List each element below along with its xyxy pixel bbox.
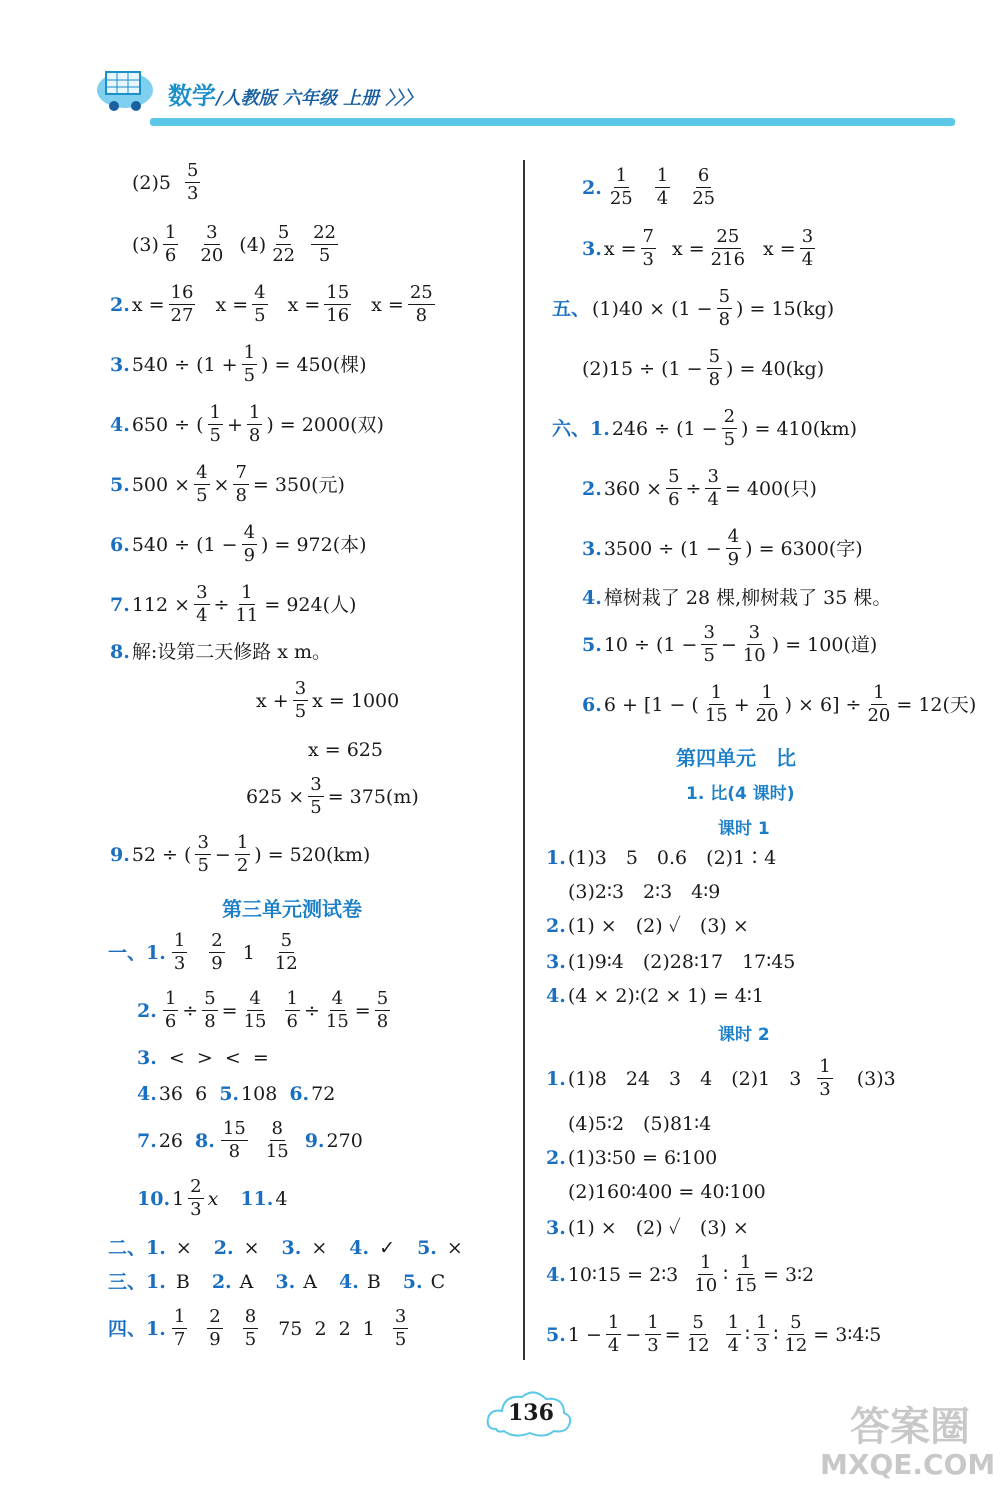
answer-line: 3. (1) × (2) ✓ (3) × xyxy=(546,1217,749,1239)
answer-line: 3. x = $\frac{7}{3}$ x = $\frac{25}{216}$ x = $\frac{3}{4}$ xyxy=(582,226,814,270)
header-subtitle: /人教版 六年级 上册 〉〉〉 xyxy=(216,88,422,109)
answer-line: 六、1. 246 ÷ (1 − $\frac{2}{5}$ ) = 410(km) xyxy=(552,406,858,450)
answer-line: 5. 10 ÷ (1 − $\frac{3}{5}$ − $\frac{3}{10}$ ) = 100(道) xyxy=(582,622,878,666)
answer-line: 三、1. B 2. A 3. A 4. B 5. C xyxy=(108,1271,446,1293)
answer-line: 8. 解:设第二天修路 x m。 xyxy=(110,641,332,663)
answer-line: 4. 36 6 5. 108 6. 72 xyxy=(137,1083,336,1105)
answer-line: (3) $\frac{1}{6}$ $\frac{3}{20}$ (4) $\frac{5}{22}$ $\frac{22}{5}$ xyxy=(132,222,337,266)
equation-line: x = 625 xyxy=(308,739,383,761)
answer-line: 4. 樟树栽了 28 棵,柳树栽了 35 棵。 xyxy=(582,587,892,609)
equation-line: 625 × $\frac{3}{5}$ = 375(m) xyxy=(246,774,419,818)
answer-line: 5. 500 × $\frac{4}{5}$ × $\frac{7}{8}$ = 350(元) xyxy=(110,462,345,506)
column-divider xyxy=(523,160,525,1360)
header-title: 数学/人教版 六年级 上册 〉〉〉 xyxy=(168,81,422,110)
answer-line: (2)15 ÷ (1 − $\frac{5}{8}$ ) = 40(kg) xyxy=(582,346,825,390)
answer-line: 2. $\frac{1}{6}$ ÷ $\frac{5}{8}$ = $\frac{4}{15}$ $\frac{1}{6}$ ÷ $\frac{4}{15}$ = $\frac{5}{8}$ xyxy=(137,988,389,1032)
section-title: 第四单元 比 xyxy=(676,746,796,770)
answer-line: 2. (1) × (2) ✓ (3) × xyxy=(546,915,749,937)
answer-line: 6. 6 + [1 − ( $\frac{1}{15}$ + $\frac{1}{20}$ ) × 6] ÷ $\frac{1}{20}$ = 12(天) xyxy=(582,682,977,726)
answer-line: 9. 52 ÷ ( $\frac{3}{5}$ − $\frac{1}{2}$ ) = 520(km) xyxy=(110,832,371,876)
lesson-subtitle: 课时 1 xyxy=(718,819,770,839)
answer-line: 2. (1)3∶50 = 6∶100 xyxy=(546,1147,718,1169)
answer-line: 五、 (1)40 × (1 − $\frac{5}{8}$ ) = 15(kg) xyxy=(552,286,835,330)
answer-line: 6. 540 ÷ (1 − $\frac{4}{9}$ ) = 972(本) xyxy=(110,522,367,566)
watermark-logo: 答案圈 xyxy=(850,1404,970,1450)
answer-line: 10. 1 $\frac{2}{3}$ x 11. 4 xyxy=(137,1176,288,1220)
answer-line: 2. 360 × $\frac{5}{6}$ ÷ $\frac{3}{4}$ = 400(只) xyxy=(582,466,817,510)
answer-line: (2)160∶400 = 40∶100 xyxy=(568,1181,766,1203)
answer-line: 1. (1)8 24 3 4 (2)1 3 $\frac{1}{3}$ (3)3 xyxy=(546,1056,896,1100)
answer-line: (2)5 $\frac{5}{3}$ xyxy=(132,160,199,204)
answer-line: 3. (1)9∶4 (2)28∶17 17∶45 xyxy=(546,951,796,973)
answer-line: 7. 112 × $\frac{3}{4}$ ÷ $\frac{1}{11}$ = 924(人) xyxy=(110,582,357,626)
answer-line: 4. 650 ÷ ( $\frac{1}{5}$ + $\frac{1}{8}$ ) = 2000(双) xyxy=(110,402,384,446)
answer-line: 2. x = $\frac{16}{27}$ x = $\frac{4}{5}$ x = $\frac{15}{16}$ x = $\frac{25}{8}$ xyxy=(110,282,433,326)
page-number: 136 xyxy=(508,1400,554,1426)
answer-line: 4. 10∶15 = 2∶3 $\frac{1}{10}$ ∶ $\frac{1}{15}$ = 3∶2 xyxy=(546,1252,815,1296)
watermark-url: MXQE.COM xyxy=(820,1448,996,1481)
answer-line: 5. 1 − $\frac{1}{4}$ − $\frac{1}{3}$ = $\frac{5}{12}$ $\frac{1}{4}$ ∶ $\frac{1}{3}$ ∶ $\frac{5}{12}$ = 3∶4∶5 xyxy=(546,1312,882,1356)
cart-logo-icon xyxy=(92,52,158,118)
header-bar xyxy=(150,118,955,126)
answer-line: 2. $\frac{1}{25}$ $\frac{1}{4}$ $\frac{6}{25}$ xyxy=(582,165,716,209)
answer-line: 3. < > < = xyxy=(137,1047,269,1069)
answer-line: (3)2∶3 2∶3 4∶9 xyxy=(568,881,721,903)
answer-line: 7. 26 8. $\frac{15}{8}$ $\frac{8}{15}$ 9. 270 xyxy=(137,1118,363,1162)
answer-line: 四、1. $\frac{1}{7}$ $\frac{2}{9}$ $\frac{8}{5}$ 75 2 2 1 $\frac{3}{5}$ xyxy=(108,1306,407,1350)
answer-line: 4. (4 × 2)∶(2 × 1) = 4∶1 xyxy=(546,985,764,1007)
lesson-subtitle: 课时 2 xyxy=(718,1025,770,1045)
answer-line: (4)5∶2 (5)81∶4 xyxy=(568,1113,712,1135)
lesson-title: 1. 比(4 课时) xyxy=(686,784,795,804)
answer-line: 一、1. $\frac{1}{3}$ $\frac{2}{9}$ 1 $\frac{5}{12}$ xyxy=(108,930,298,974)
equation-line: x + $\frac{3}{5}$ x = 1000 xyxy=(256,678,400,722)
answer-line: 3. 3500 ÷ (1 − $\frac{4}{9}$ ) = 6300(字) xyxy=(582,526,863,570)
page-header xyxy=(0,0,1000,140)
answer-line: 二、1. × 2. × 3. × 4. ✓ 5. × xyxy=(108,1237,463,1259)
answer-line: 3. 540 ÷ (1 + $\frac{1}{5}$ ) = 450(棵) xyxy=(110,342,367,386)
section-title: 第三单元测试卷 xyxy=(222,897,362,921)
answer-line: 1. (1)3 5 0.6 (2)1∶4 xyxy=(546,847,777,869)
